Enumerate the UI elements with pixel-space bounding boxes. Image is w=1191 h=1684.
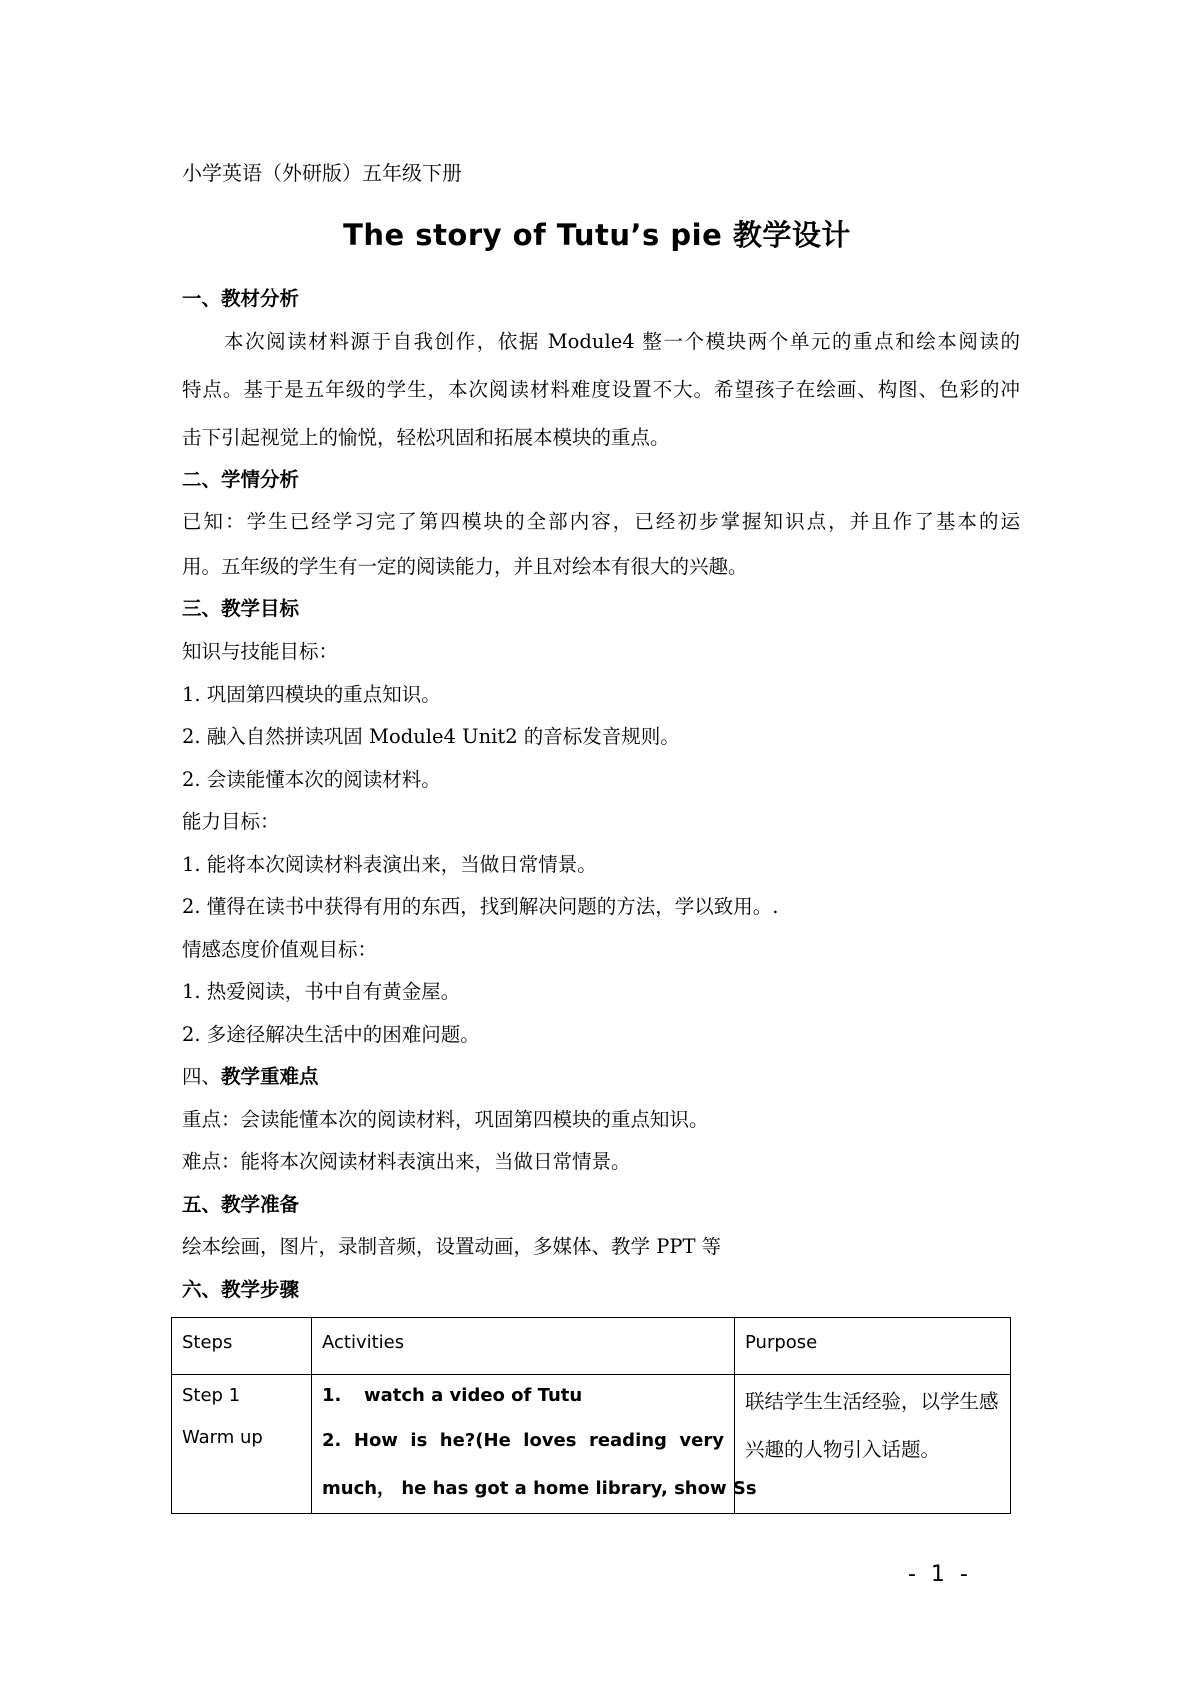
activities-cell — [312, 1375, 757, 1514]
page-number: - 1 - — [908, 1562, 972, 1587]
material-line-3: 击下引起视觉上的愉悦，轻松巩固和拓展本模块的重点。 — [182, 426, 670, 449]
activity-item-1 — [322, 1375, 724, 1417]
section-heading-learners: 二、学情分析 — [182, 468, 300, 491]
knowledge-goal-1: 1. 巩固第四模块的重点知识。 — [182, 683, 441, 706]
key-points-heading-prefix: 四、 — [182, 1065, 222, 1088]
table-row — [172, 1375, 1011, 1514]
key-points-heading-text: 教学重难点 — [221, 1065, 319, 1088]
table-header-row — [172, 1318, 1011, 1375]
section-heading-goals: 三、教学目标 — [182, 597, 300, 620]
purpose-cell — [735, 1375, 1011, 1514]
knowledge-goal-3: 2. 会读能懂本次的阅读材料。 — [182, 768, 441, 791]
header-activities-text: Activities — [322, 1332, 405, 1353]
key-point-line: 重点：会读能懂本次的阅读材料，巩固第四模块的重点知识。 — [182, 1108, 709, 1131]
activity-item-2 — [322, 1417, 724, 1465]
header-steps-text: Steps — [182, 1332, 233, 1353]
ability-goal-2: 2. 懂得在读书中获得有用的东西，找到解决问题的方法，学以致用。. — [182, 895, 779, 918]
subject-line: 小学英语（外研版）五年级下册 — [182, 161, 462, 185]
header-cell-steps — [172, 1318, 312, 1375]
learners-line-1: 已知：学生已经学习完了第四模块的全部内容，已经初步掌握知识点，并且作了基本的运 — [182, 510, 1020, 533]
header-purpose-text: Purpose — [745, 1332, 818, 1353]
purpose-text: 联结学生生活经验，以学生感兴趣的人物引入话题。 — [745, 1390, 999, 1461]
activity-1-text: watch a video of Tutu — [364, 1385, 583, 1406]
material-line-2: 特点。基于是五年级的学生，本次阅读材料难度设置不大。希望孩子在绘画、构图、色彩的冲 — [182, 378, 1020, 401]
document-title: The story of Tutu’s pie 教学设计 — [343, 218, 851, 252]
knowledge-goals-label: 知识与技能目标： — [182, 640, 339, 663]
section-heading-procedure: 六、教学步骤 — [182, 1278, 300, 1301]
emotion-goal-1: 1. 热爱阅读，书中自有黄金屋。 — [182, 980, 461, 1003]
activity-2-text: How is he?(He loves reading very — [353, 1430, 724, 1451]
section-heading-material: 一、教材分析 — [182, 287, 300, 310]
teaching-steps-table — [171, 1317, 1011, 1514]
activity-2-number: 2. — [322, 1430, 342, 1451]
learners-line-2: 用。五年级的学生有一定的阅读能力，并且对绘本有很大的兴趣。 — [182, 555, 748, 578]
section-heading-preparation: 五、教学准备 — [182, 1193, 300, 1216]
preparation-line: 绘本绘画，图片，录制音频，设置动画，多媒体、教学 PPT 等 — [182, 1235, 722, 1258]
difficult-point-line: 难点：能将本次阅读材料表演出来，当做日常情景。 — [182, 1150, 631, 1173]
step-number: Step 1 — [182, 1385, 241, 1406]
emotion-goal-2: 2. 多途径解决生活中的困难问题。 — [182, 1023, 480, 1046]
emotion-goals-label: 情感态度价值观目标： — [182, 938, 378, 961]
header-cell-purpose — [735, 1318, 1011, 1375]
knowledge-goal-2: 2. 融入自然拼读巩固 Module4 Unit2 的音标发音规则。 — [182, 725, 680, 748]
ability-goals-label: 能力目标： — [182, 810, 280, 833]
step-cell — [172, 1375, 312, 1514]
activity-1-number: 1. — [322, 1385, 342, 1406]
ability-goal-1: 1. 能将本次阅读材料表演出来，当做日常情景。 — [182, 853, 597, 876]
header-cell-activities — [312, 1318, 735, 1375]
section-heading-key-points — [182, 1062, 1020, 1092]
step-name: Warm up — [182, 1427, 263, 1448]
activity-item-2-continued: much， he has got a home library, show Ss — [322, 1478, 757, 1499]
material-line-1: 本次阅读材料源于自我创作，依据 Module4 整一个模块两个单元的重点和绘本阅读的 — [224, 330, 1020, 353]
